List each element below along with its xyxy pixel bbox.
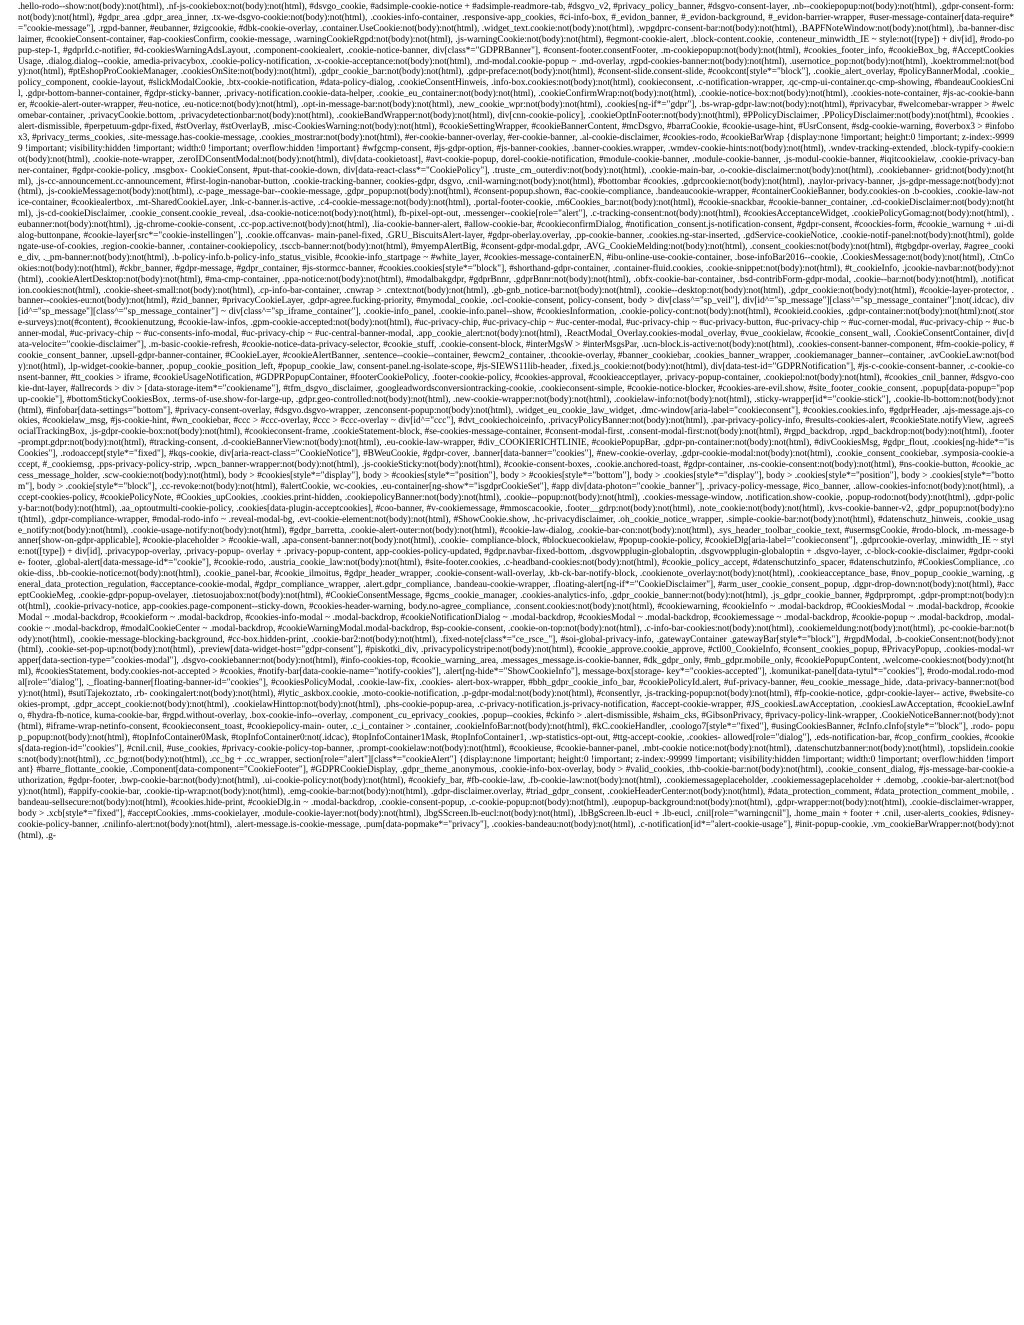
css-selector-text: .hello-rodo--show:not(body):not(html), .nf-js-cookiebox:not(body):not(html), #dsvgo_cookie, #adsimple-cookie-notice + #adsimple-readmore-tab, #dsgvo_v2, #privacy_policy_banner, #dsgvo-consent-layer, .nb--cookiepopup:not(body):not(html), .gdpr-consent-form:not(body):not(html), #gdpr_area .gdpr_area_inner, .tx-we-dsgvo-cookie:not(body):not(html), .cookies-info-container, .responsive-app_cookies, #ci-info-box, #_evidon_banner, #_evidon-background, #_evidon-barrier-wrapper, #user-message-container[data-require*="cookie-message"], .rgpd-banner, #eubanner, #zigcookie, #dbk-cookie-overlay, .container.UseCookie:not(body):not(html), .widget_text.cookie:not(body):not(html), .wpgdprc-consent-bar:not(body):not(html), .BAPFNoteWindow:not(body):not(html), .ba-banner-disclaimer, #cookieConsent-container, #ap-cookiesConfirm, cookie-message, .warningCookieRgpd:not(body):not(html), .js-warningCookie:not(body):not(html), #egmont-cookie-alert, .block-content.cookie, .conteneur_minwidth_IE ~ style:not([type]) + div[id], #rodo-popup-step-1, #gdprId.c-notifier, #d-cookiesWarningAdsLayout, .component-cookiealert, .cookie-notice-banner, div[class*="GDPRBanner"], #consent-footer.consentFooter, .m-cookiepopup:not(body):not(html), #cookies_footer_info, #cookieBox_bg, #AcceptCookiesUsage, .dialog.dialog--cookie, amedia-privacybox, .cookie-policy-notification, .x-cookie-acceptance:not(body):not(html), .md-modal.cookie-popup ~ .md-overlay, .rgpd-cookies-banner:not(body):not(html), .usernotice_pop:not(body):not(html), .koektrommel:not(body):not(html), #ptEshopProCookieManager, .cookiesOnSite:not(body):not(html), .gdpr_cookie_bar:not(body):not(html), .gdpr-preface:not(body):not(html), #consent-slide.consent-slide, #cookcont[style*="block"], .cookie_alert_overlay, #policyBannerModal, .cookie_policy_component, cookie-layout, #slickModalCookie, .btx-cookie-notification, #data-policy-dialog, .cookieConsentHinweis, .info-box.cookies:not(body):not(html), cookieconsent, .c-notification-wrapper, .qc-cmp-ui-container.qc-cmp-showing, #bandeauCookiesCnil, .gdpr-bottom-banner-container, #gdpr-sticky-banner, .privacy-notification.cookie-data-helper, .cookie_eu_container:not(body):not(html), .cookieConfirmWrap:not(body):not(html), .cookie-notice-box:not(body):not(html), .cookies-note-container, #js-ac-cookie-banner, #cookie-alert-outer-wrapper, #eu-notice, .eu-notice:not(body):not(html), .opt-in-message-bar:not(body):not(html), .new_cookie_wpr:not(body):not(html), .cookies[ng-if*="gdpr"], .bs-wrap-gdpr-law:not(body):not(html), #privacybar, #welcomebar-wrapper > #welcomebar-container, .privacyCookie.bottom, .privacydetectionbar:not(body):not(html), .cookieBandWrapper:not(body):not(html), div[cnn-cookie-policy], .cookieOptInFooter:not(body):not(html), #PPolicyDisclaimer, .PPolicyDisclaimer:not(body):not(html), #cookies .alert-dismissible, #perpetuum-gdpr-fixed, #stOverlay, #stOverlayB, .misc-CookiesWarning:not(body):not(html), #cookieSettingWrapper, #cookieBannerContent, #mcDsgvo, #barraCookie, #cookie-usage-hint, #UsrConsent, #sdg-cookie-warning, #overbox3 > #infobox3, #privacy_terms_cookies, .site-message.has-cookie-message, .cookies_mostrar:not(body):not(html), #er-cookie-banner-overlay, #er-cookie-banner, .al-cookie-disclaimer, #cookies-rodo, #cookieBarWrap {display:none !important; height:0 !important; z-index:-99999 !important; visibility:hidden !important; width:0 !important; overflow:hidden !important} #wfgcmp-consent, #js-gdpr-option, #js-banner-cookies, .banner-cookies.wrapper, .wmdev-cookie-hints:not(body):not(html), .wndev-tracking-extended, .block-typify-cookie:not(body):not(html), .cookie-note-wrapper, .zeroIDConsentModal:not(body):not(html), div[data-cookietoast], #avt-cookie-popup, dorel-cookie-notification, #module-cookie-banner, .module-cookie-banner, .js-modul-cookie-banner, #iqitcookielaw, .cookie-privacy-banner-container, #gdpr-cookie-policy, .msgbox- CookieConsent, #put-that-cookie-down, div[data-react-class*="CookiePolicy"], .truste_cm_outerdiv:not(body):not(html), .cookie-main-bar, .o-cookie-disclaimer:not(body):not(html), .cookiebanner- grid:not(body):not(html), .js-cc-announcement.cc-announcement, #first-login-nanobar-button, .cookie-tracking-banner, cookies-gdpr, dsgvo, .cnil-warning:not(body):not(html), #bottombar #cookies, .gdprcookie:not(body):not(html), .naylor-privacy-banner, .js-gdpr-message:not(body):not(html), .js-cookieMessage:not(body):not(html), .c-page_message-bar--cookie-message, .gdpr_popup:not(body):not(html), #consent-popup.shown, #ac-cookie-compliance, .bandeaucookie-wrapper, #containerCookieBanner, body.cookies-on .b-cookies, .cookie-law-notice-container, #cookiealertbox, .mt-SharedCookieLayer, .lnk-c-banner.is-active, .c4-cookie-message:not(body):not(html), .portal-footer-cookie, .m6Cookies_bar:not(body):not(html), #cookie-snackbar, #cookie-banner_container, .cd-cookieDisclaimer:not(body):not(html), .js-cd-cookieDisclaimer, .cookie_consent.cookie_reveal, .dsa-cookie-notice:not(body):not(html), fb-pixel-opt-out, .messenger--cookie[role="alert"], .c-tracking-consent:not(body):not(html), #cookiesAcceptanceWidget, .cookiePolicyGomag:not(body):not(html), .eubanner:not(body):not(html), .jg-chrome-cookie-consent, .cc-pop.active:not(body):not(html), .lia-cookie-banner-alert, #allow-cookie-bar, #cookieconfirmDialog, #notification_consent.js-notification-consent, #gdpr-consent, #coockies-form, #cookie_warnung + .ui-dialog-buttonpane, #cookie-layer[src*="cookie-instellingen"], .cookie.offcanvas- main-panel-fixed, .GRU_BiscuitsAlert-layer, #gdpr-oberlay.overlay, .pp-cookie-banner, .cookies.ng-star-inserted, .gdService-cookieNotice, .cookie-notif-panel:not(body):not(html), goldengate-use-of-cookies, .region-cookie-banner, .container-cookiepolicy, .tsccb-banner:not(body):not(html), #myempAlertBig, #consent-gdpr-modal.gdpr, .AVG_CookieMelding:not(body):not(html), .consent_cookies:not(body):not(html), #tgbgdpr-overlay, #agree_cookie_div, ._pm-banner:not(body):not(html), .b-policy-info.b-policy-info_status_visible, #cookie-info_startpage ~ #white_layer, #cookies-message-containerEN, #ibu-online-use-cookie-container, .bose-infoBar2016--cookie, .CookiesMessage:not(body):not(html), .CtnCookies:not(body):not(html), #ckbr_banner, #gdpr-message, #gdpr_container, #js-stormcc-banner, #cookies.cookies[style*="block"], #shorthand-gdpr-container, .container-fluid.cookies, .cookie-snippet:not(body):not(html), #t_cookieInfo, .jcookie-navbar:not(body):not(html), .cookieAlertDesktop:not(body):not(html), #ma-cmp-container, .ppa-notice:not(body):not(html), #modalbakgdpr, #gdprBnnr, .gdprBnnr:not(body):not(html), .obfx-cookie-bar-container, .bsd-contribForm-gdpr-modal, .cookie--bar:not(body):not(html), .notification.cookies:not(html), .cookie-sheet-small:not(body):not(html), .cp-info-bar-container, .cnwrap > .cntext:not(body):not(html), .gb-gnb_notice-bar:not(body):not(html), .cookie--desktop:not(body):not(html), .gdpr_cookie:not(body):not(html), #cookie-layer-protector, .banner--cookies-eu:not(body):not(html), #zid_banner, #privacyCookieLayer, .gdpr-agree.fucking-priority, #mymodal_cookie, .ocl-cookie-consent, policy-consent, body > div[class^="sp_veil"], div[id^="sp_message"][class^="sp_message_container"]:not(.idcac), div[id^="sp_message"][class^="sp_message_container"] ~ div[class^="sp_iframe_container"], .cookie-info_panel, .cookie-info.panel--show, #cookiesInformation, .cookie-policy-cont:not(body):not(html), #cookieid.cookies, .gdpr-container:not(body):not(html):not(.store-surveys):not(#content), #cookienutzung, #cookie-law-infos, .gpm-cookie-accepted:not(body):not(html), #uc-privacy-chip, #uc-privacy-chip ~ #uc-center-modal, #uc-privacy-chip ~ #uc-privacy-button, #uc-privacy-chip ~ #uc-corner-modal, #uc-privacy-chip ~ #uc-banner-modal, #uc-privacy-chip ~ #uc-consents-info-modal, #uc-privacy-chip ~ #uc-central-banner-modal, .app_cookie_alert:not(body):not(html), .ReactModal_Overlay.cookies-modal_overlay, #vue_cookielaw, #cookie_consent_wall, .CookieConsentContainer, div[data-velocite="cookie-disclaimer"], .m-basic-cookie-refresh, #cookie-notice-data-privacy-selector, #cookie_stuff, .cookie-consent-block, #interMgsW > #interMsgsPar, .ucn-block.is-active:not(body):not(html), .cookies-consent-banner-component, #fm-cookie-policy, #cookie_consent_banner, .upsell-gdpr-banner-container, #CookieLayer, #cookieAlertBanner, .sentence--cookie--container, #ewcm2_container, .thcookie-overlay, #banner_cookiebar, .cookies_banner_wrapper, .cookiemanager_banner--container, .avCookieLaw:not(body):not(html), .lp-widget-cookie-banner, .popup_cookie_position_left, #popup_cookie_law, consent-panel.ng-isolate-scope, #js-SIEWS11lib-header, .fixed.js_cookie:not(body):not(html), div[data-test-id="GDPRNotification"], #js-c-cookie-consent-banner, .c-cookie-consent-banner, #tt_cookies > iframe, #cookieUsageNotification, #GDPRPopupContainer, #footerCookiePolicy, .footer-cookie-policy, #cookies-approval, #cookieacceptlayer, .privacy-popup-container, .cookiepol:not(body):not(html), #cookies_cnil_banner, #dsgvo-cookie-dnt-layer, #allrecords > div > [data-storage-item*="cookiename"], #tfm_dsgvo_disclaimer, .googleadwordsconversiontracking-cookie, .cookieconsent-simple, #cookie-notice-blocker, #cookies-are-evil.show, #site_footer_cookie_consent, .popup[data-popup="popup-cookie"], #bottomStickyCookiesBox, .terms-of-use.show-for-large-up, .gdpr.geo-controlled:not(body):not(html), .new-cookie-wrapper:not(body):not(html), .cookielaw-info:not(body):not(html), .sticky-wrapper[id*="cookie-stick"], .cookie-lb-bottom:not(body):not(html), #infobar[data-settings="bottom"], #privacy-consent-overlay, #dsgvo.dsgvo-wrapper, .zenconsent-popup:not(body):not(html), .widget_eu_cookie_law_widget, .dmc-window[aria-label="cookieconsent"], #cookies.cookies.info, #gdprHeader, .ajs-message.ajs-cookies, #cookielaw_msg, #js-cookie-hint, #wn_cookiebar, #ccc > #ccc-overlay, #ccc > #ccc-overlay ~ div[id^="ccc"], #dvt_cookiechoiceinfo, .privacyPolicyBanner:not(body):not(html), .par-privacy-policy-info, #results-cookies-alert, #cookieState.notifyView, .agreeSocialTrackingBox, .js-gdpr-cookie-box:not(body):not(html), #cookieconsent-frame, .cookieStatement-block, #se-cookies-message-container, #consent-modal-first, .consent-modal-first:not(body):not(html), #rgpd_backdrop, .rgpd_backdrop:not(body):not(html), .footer-prompt.gdpr:not(body):not(html), #tracking-consent, .d-cookieBannerView:not(body):not(html), .eu-cookie-law-wrapper, #div_COOKIERICHTLINIE, #cookiePopupBar, .gdpr-pn-container:not(body):not(html), #divCookiesMsg, #gdpr_flout, .cookies[ng-hide*="isCookies"], .rodoaccept[style*="fixed"], #kqs-cookie, div[aria-react-class="CookieNotice"], #BWeuCookie, #gdpr-cover, .banner[data-banner="cookies"], #new-cookie-overlay, .gdpr-cookie-modal:not(body):not(html), .cookie_consent_cookiebar, .symposia-cookie-accept, #_cookiemsg, .pps-privacy-policy-strip, .wpcn_banner-wrapper:not(body):not(html), .js-cookieSticky:not(body):not(html), #cookie-consent-boxes, .cookie.anchored-toast, #gdpr-container, .ns-cookie-consent:not(body):not(html), #ns-cookie-button, #cookie_access_message_holder, .scw-cookie:not(body):not(html), body > #cookies[style*="display"], body > #cookies[style*="position"], body > #cookies[style*="bottom"], body > .cookies[style*="display"], body > .cookies[style*="position"], body > .cookies[style*="bottom"], body > .cookie[style*="block"], .cc-revoke:not(body):not(html), #alertCookie, wc-cookies, .eu-container[ng-show*="isgdprCookieSet"], #app div[data-photon="cookie_banner"], .privacy-policy-message, #ico_banner, .allow-cookies-info:not(body):not(html), .accept-cookies-policy, #cookiePolicyNote, #Cookies_upCookies, .cookies.print-hidden, .cookiepolicyBanner:not(body):not(html), .cookie--popup:not(body):not(html), .cookies-message-window, .notification.show-cookie, .popup-rodo:not(body):not(html), .gdpr-policy-bar:not(body):not(html), .aa_optoutmulti-cookie-policy, .cookies[data-plugin-acceptcookies], #coo-banner, #v-cookiemessage, #mmoscacookie, .footer__gdrp:not(body):not(html), .note_cookie:not(body):not(html), .kvs-cookie-banner-v2, .gdpr_popup:not(body):not(html), .gdpr-compliance-wrapper, #modal-rodo-info ~ .reveal-modal-bg, .evt-cookie-element:not(body):not(html), #ShowCookie.show, .hc-privacydisclaimer, .oh_cookie_notice_wrapper, .simple-cookie-bar:not(body):not(html), #datenschutz_hinweis, .cookie_usage_notify:not(body):not(html), .cookie-usage-notify:not(body):not(html), #gdpr_barretta, .cookie-alert-outer:not(body):not(html), #cookie-law-dialog, .cookie-bar-con:not(body):not(html), .sys_header_toolbar_cookie_text, #usermsgCookie, #rodo-block, .m-message-banner[show-on-gdpr-applicable], #cookie-placeholder > #cookie-wall, .apa-consent-banner:not(body):not(html), .cookie- compliance-block, #blockuecookielaw, #popup-cookie-policy, #cookieDlg[aria-label="cookieconsent"], .gdprcookie-overlay, .minwidth_IE ~ style:not([type]) + div[id], .privacypop-overlay, .privacy-popup- overlay + .privacy-popup-content, app-cookies-policy-updated, #gdpr.navbar-fixed-bottom, .dsgvowpplugin-globaloptin, .dsgvowpplugin-globaloptin + .dsgvo-layer, .c-block-cookie-disclaimer, #gdpr-cookie- footer, .global-alert[data-message-id*="cookie"], #cookie-rodo, .austria_cookie_law:not(body):not(html), #site-footer.cookies, .c-headband-cookies:not(body):not(html), #cookie_policy_accept, #datenschutzinfo_spacer, #datenschutzinfo, #CookiesCompliance, .cookie-diss, .bb-cookie-notice:not(body):not(html), .cookie_panel-bar, #cookie_ilmoitus, #gdpr_header_wrapper, .cookie-consent-wall-overlay, .kb-ck-bar-notify-block, .cookienote_overlay:not(body):not(html), .cookieacceptance_base, #nov_popup_cookie_warning, .general_data_protection_regulation, #acceptance-cookie-modal, #gdpr_compliance_wrapper, .alert.gdpr_compliance, .bandeau-cookie-wrapper, .floating-alert[ng-if*="CookieDisclaimer"], #arm_user_cookie_consent_popup, .dgpr-drop-down:not(body):not(html), #acceptCookieMeg, .cookie-gdpr-popup-ovelayer, .tietosuojabox:not(body):not(html), #CookieConsentMessage, #gcms_cookie_manager, .cookies-analytics-info, .gdpr_cookie_banner:not(body):not(html), .js_gdpr_cookie_banner, #gdprprompt, .gdpr-prompt:not(body):not(html), .cookie-privacy-notice, app-cookies.page-component--sticky-down, #cookies-header-warning, body.no-agree_compliance, .consent.cookies:not(body):not(html), #cookiewarning, #cookieInfo ~ .modal-backdrop, #CookiesModal ~ .modal-backdrop, #cookieModal ~ .modal-backdrop, #cookieform ~ .modal-backdrop, #cookies-info-modal ~ .modal-backdrop, #cookieNotificationDialog ~ .modal-backdrop, #cookiesModal ~ .modal-backdrop, #cookiemessage ~ .modal-backdrop, #cookie-popup ~ .modal-backdrop, .modal-cookie ~ .modal-backdrop, #modalCookieCenter ~ .modal-backdrop, #cookieWarningModal.modal-backdrop, #sp-cookie-consent, .cookie-on-top:not(body):not(html), .c-info-bar-cookies:not(body):not(html), .cookiemeldung:not(body):not(html), .pc-cookie-bar:not(body):not(html), .cookie-message-blocking-background, #cc-box.hidden-print, .cookie-bar2:not(body):not(html), .fixed-note[class*="ce_rsce_"], #soi-global-privacy-info, .gatewayContainer .gatewayBar[style*="block"], #rgpdModal, .b-cookieConsent:not(body):not(html), .cookie-set-pop-up:not(body):not(html), .preview[data-widget-host="gdpr-consent"], #piskotki_div, .privacypolicystripe:not(body):not(html), #cookie_approve.cookie_approve, #ctl00_CookieInfo, #consent_cookies_popup, #PrivacyPopup, .cookies-modal-wrapper[data-section-type="cookies-modal"], .dsgvo-cookiebanner:not(body):not(html), #info-cookies-top, #cookie_warning_area, .messages_message.is-cookie-banner, #dk_gdpr_only, #mb_gdpr.mobile_only, #cookiePopupContent, .welcome-cookies:not(body):not(html), #cookiesStatement, body.cookies-not-accepted > #cookies, #notify-bar[data-cookie-name="notify-cookies"], .alert[ng-hide*="ShowCookieInfo"], message-box[storage- key*="cookies-accepted"], .komunikat-panel[data-tytul*="cookies"], #rodo-modal.rodo-modal[role="dialog"], ._floating-banner[floating-banner-id="cookies"], #cookiesPolicyModal, .cookie-law-fix, .cookies- alert-box-wrapper, #bbh_gdpr_cookie_info_bar, #cookiePolicyId.alert, #uf-privacy-banner, #eu_cookie_message_hide, .data-privacy-banner:not(body):not(html), #sutiTajekoztato, .rb- cookingalert:not(body):not(html), #lytic_askbox.cookie, .moto-cookie-notification, .p-gdpr-modal:not(body):not(html), #consentlyr, .js-tracking-popup:not(body):not(html), #fp-cookie-notice, .gdpr-cookie-layer-- active, #website-cookies-prompt, .gdpr_accept_cookie:not(body):not(html), .cookielawHinttop:not(body):not(html), .phs-cookie-popup-area, .c-privacy-notification.js-privacy-notification, #accept-cookie-wrapper, #JS_cookiesLawAcceptation, .cookiesLawAcceptation, #cookieLawInfo, #hydra-fb-notice, kuma-cookie-bar, #rgpd.without-overlay, .box-cookie-info--overlay, .component_cu_eprivacy_cookies, .popup--cookies, #ckinfo > .alert-dismissible, #shaim_cks, #GibsonPrivacy, #privacy-policy-link-wrapper, .CookieNoticeBanner:not(body):not(html), #iframe-wrap-netinfo-consent, #cookieconsent_toast, #cookiepolicy-main- outer, .c_i_container > .container, .cookieInfoBar:not(body):not(html), #kC.cookieHandler, .coologo7[style*="fixed"], #usingCookiesBanner, #cInfo.cInfo[style*="block"], .rodo- popup_popup:not(body):not(html), #topInfoContainer0Mask, #topInfoContainer0:not(.idcac), #topInfoContainer1Mask, #topInfoContainer1, .wp-statistics-opt-out, #ttg-accept-cookie, .cookies- allowed[role="dialog"], .eds-notification-bar, #cop_confirm_cookies, #cookies[data-region-id="cookies"], #cnil.cnil, #use_cookies, #privacy-cookie-policy-top-banner, .prompt-cookielaw:not(body):not(html), #cookieuse, #cookie-banner-panel, .mbt-cookie notice:not(body):not(html), .datenschutzbanner:not(body):not(html), .topslidein.cookies:not(body):not(html), .cc_bg:not(body):not(html), .cc_bg + .cc_wrapper, section[role="alert"][class*="cookieAlert"] {display:none !important; height:0 !important; z-index:-99999 !important; visibility:hidden !important; width:0 !important; overflow:hidden !important} #barre_flottante_cookie, .Component[data-component="CookieFooter"], #GDPRCookieDisplay, .gdpr_theme_anonymous, .cookie-info-box-overlay, body > #valid_cookies, .thb-cookie-bar:not(body):not(html), .cookie_consent_dialog, #js-message-bar-cookie-authorization, #gdpr-footer, .bwp-cookie-bar:not(body):not(html), .ui-cookie-policy:not(body):not(html), #cookiefy_bar, #fb-cookie-law, .fb-cookie-law:not(body):not(html), .cookiemessageplaceholder, .cookiemessageplaceholder + .demobg, .cookie-bar-alert:not(body):not(html), #appify-cookie-bar, .cookie-tip-wrap:not(body):not(html), .emg-cookie-bar:not(body):not(html), .gdpr-disclaimer.overlay, #triad_gdpr_consent, .cookieHeaderCenter:not(body):not(html), #data_protection_comment, #data_protection_comment_mobile, .bandeau-sellsecure:not(body):not(html), #cookies.hide-print, #cookieDlg.in ~ .modal-backdrop, .cookie-consent-popup, .c-cookie-popup:not(body):not(html), .eupopup-background:not(body):not(html), .gdpr-wrapper:not(body):not(html), .cookie-disclaimer-wrapper, body > .xcb[style*="fixed"], #acceptCookies, .mms-cookielayer, .module-cookie-layer:not(body):not(html), .lbgSScreen.lb-eucl:not(body):not(html), .lbBgScreen.lb-eucl + .lb-eucl, .cnil[role="warningcnil"], .home_main + footer + .cnil, .user-alerts_cookies, #disney-cookie-policy-banner, .cnilinfo-alert:not(body):not(html), .alert-message.is-cookie-message, .pum[data-popmake*="privacy"], .cookies-bandeau:not(body):not(html), .c-notification[id*="alert-cookie-usage"], #init-popup-cookie, .vm_cookieBarWrapper:not(body):not(html), .g- bbox=[18, 2, 1014, 841]
